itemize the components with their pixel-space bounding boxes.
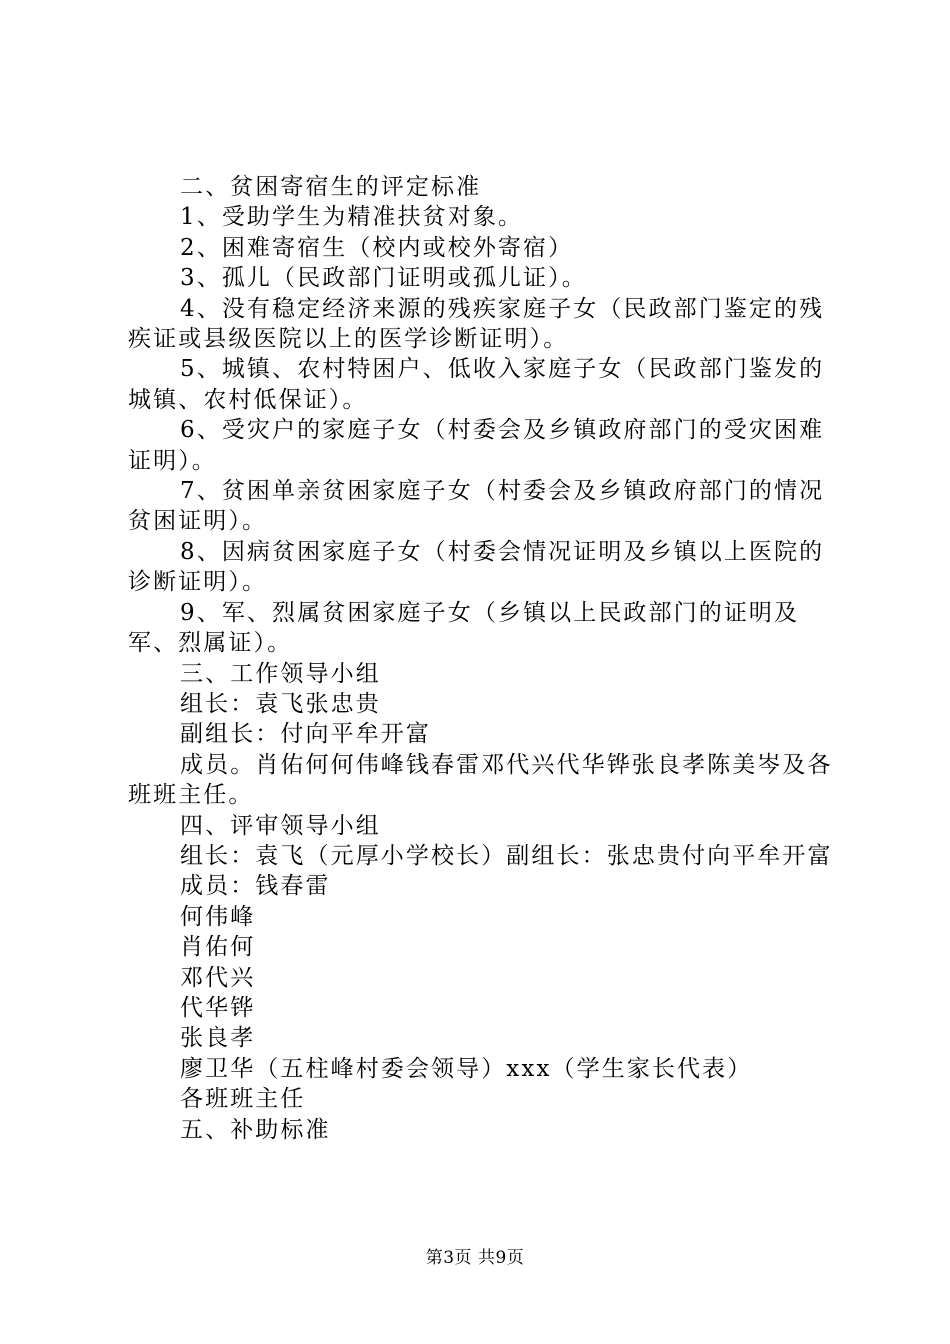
section-heading-4: 四、评审领导小组: [180, 812, 381, 839]
review-group-member: 各班班主任: [180, 1086, 306, 1113]
criteria-item-9: 9、军、烈属贫困家庭子女（乡镇以上民政部门的证明及军、烈属证）。: [128, 599, 800, 657]
document-body: [128, 172, 848, 1145]
criteria-item-5: 5、城镇、农村特困户、低收入家庭子女（民政部门鉴发的城镇、农村低保证）。: [128, 356, 825, 413]
section-heading-3: 三、工作领导小组: [180, 660, 381, 687]
page-number-footer: 第3页 共9页: [425, 1248, 525, 1268]
work-group-leader: 组长：袁飞张忠贵: [180, 690, 381, 717]
criteria-item-8: 8、因病贫困家庭子女（村委会情况证明及乡镇以上医院的诊断证明）。: [128, 538, 825, 596]
review-group-member: 张良孝: [180, 1025, 256, 1052]
review-group-member: 代华铧: [180, 994, 256, 1021]
review-group-leaders: 组长：袁飞（元厚小学校长）副组长：张忠贵付向平牟开富: [180, 842, 833, 869]
review-group-member: 肖佑何: [180, 934, 256, 961]
review-group-member: 何伟峰: [180, 903, 256, 930]
criteria-item-3: 3、孤儿（民政部门证明或孤儿证）。: [180, 265, 587, 292]
criteria-item-1: 1、受助学生为精准扶贫对象。: [180, 204, 524, 231]
work-group-deputy: 副组长：付向平牟开富: [180, 721, 431, 748]
review-group-member: 成员：钱春雷: [180, 873, 331, 900]
review-group-member: 廖卫华（五柱峰村委会领导）xxx（学生家长代表）: [180, 1055, 753, 1082]
criteria-item-2: 2、困难寄宿生（校内或校外寄宿）: [180, 234, 574, 261]
section-heading-5: 五、补助标准: [180, 1116, 331, 1143]
criteria-item-4: 4、没有稳定经济来源的残疾家庭子女（民政部门鉴定的残疾证或县级医院以上的医学诊断证明）。: [128, 295, 825, 353]
work-group-members: 成员。肖佑何何伟峰钱春雷邓代兴代华铧张良孝陈美岑及各班班主任。: [128, 751, 833, 809]
section-heading-2: 二、贫困寄宿生的评定标准: [180, 174, 482, 200]
criteria-item-6: 6、受灾户的家庭子女（村委会及乡镇政府部门的受灾困难证明）。: [128, 417, 825, 474]
criteria-item-7: 7、贫困单亲贫困家庭子女（村委会及乡镇政府部门的情况贫困证明）。: [128, 478, 825, 535]
review-group-member: 邓代兴: [180, 964, 256, 991]
